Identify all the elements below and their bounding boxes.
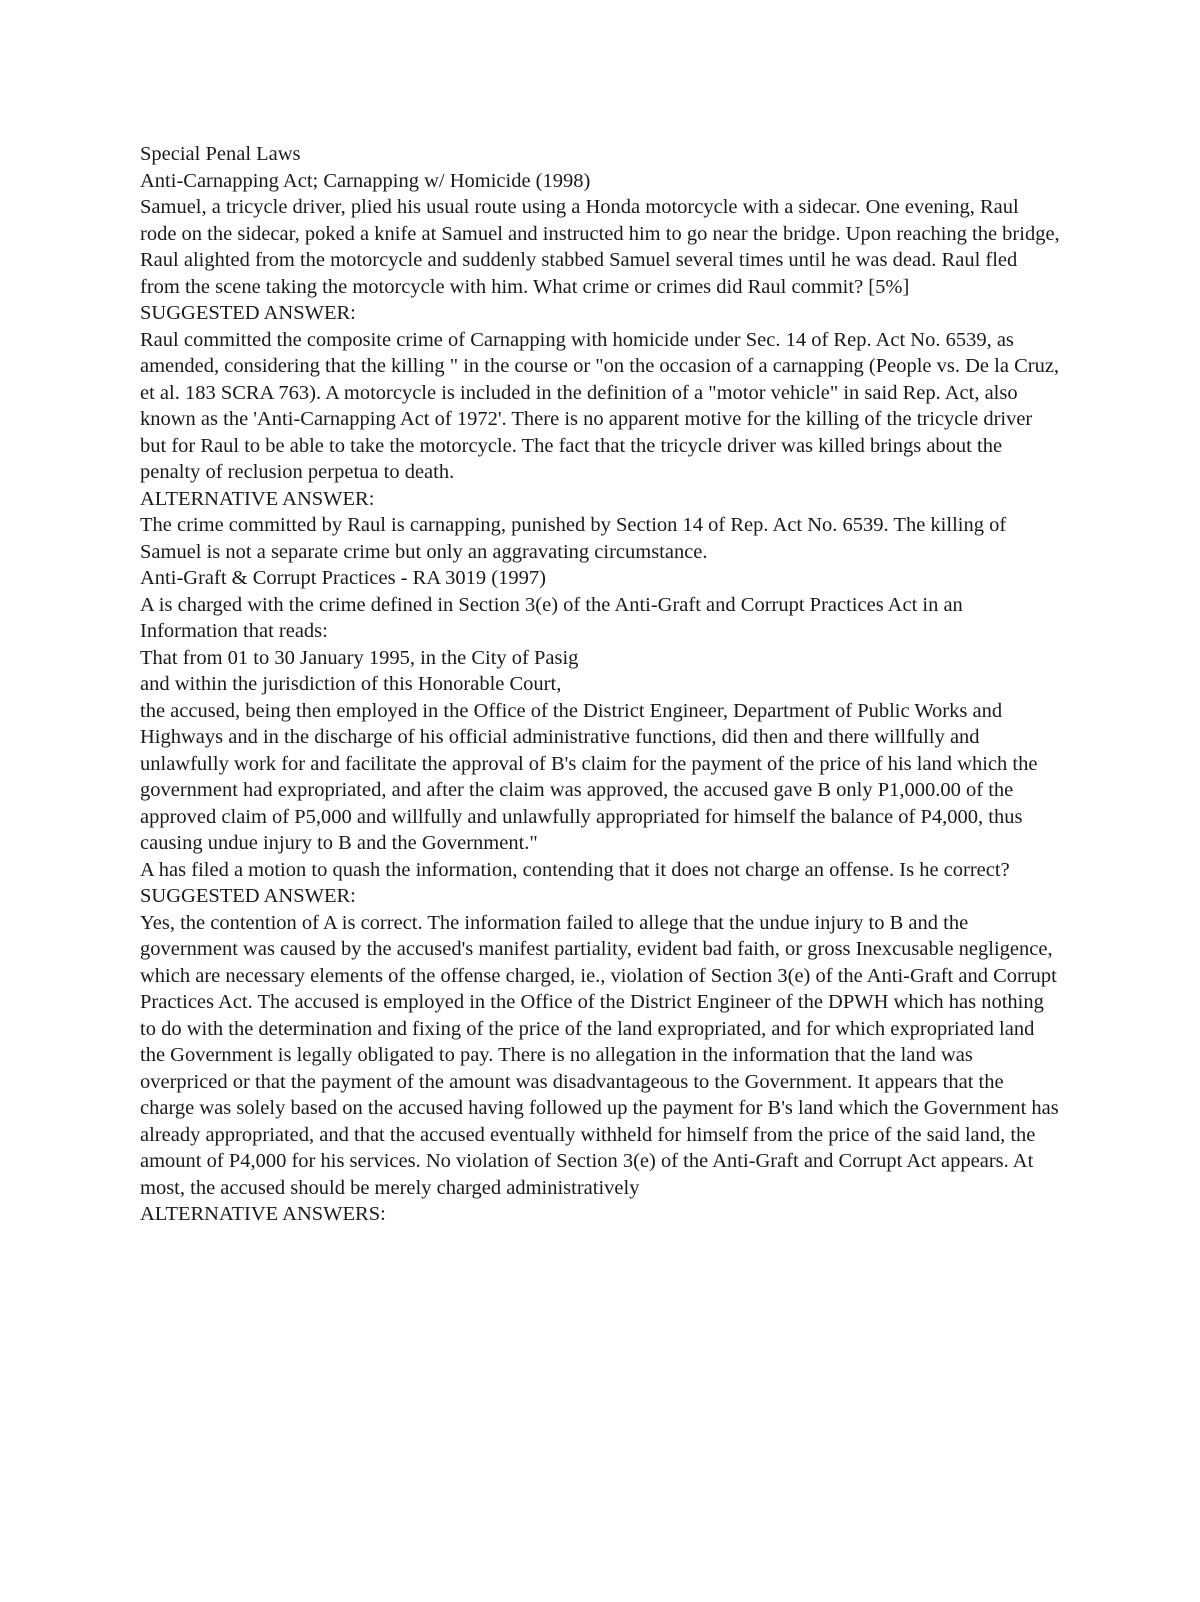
question-paragraph: A has filed a motion to quash the information, contending that it does not charge an offense. Is he correct? [140, 858, 1010, 881]
answer-paragraph: Raul committed the composite crime of Carnapping with homicide under Sec. 14 of Rep. Act No. 6539, as amended, considering that the killing " in the course or "on the occasion of a carnapping (People vs. De la Cruz, et al. 183 SCRA 763). A motorcycle is included in the definition of a "motor vehicle" in said Rep. Act, also known as the 'Anti-Carnapping Act of 1972'. There is no apparent motive for the killing of the tricycle driver but for Raul to be able to take the motorcycle. The fact that the tricycle driver was killed brings about the penalty of reclusion perpetua to death. [140, 328, 1060, 483]
alternative-answer-paragraph: The crime committed by Raul is carnapping, punished by Section 14 of Rep. Act No. 6539. The killing of Samuel is not a separate crime but only an aggravating circumstance. [140, 514, 1007, 563]
information-paragraph: the accused, being then employed in the Office of the District Engineer, Department of Public Works and Highways and in the discharge of his official administrative functions, did then and there willfully and unlawfully work for and facilitate the approval of B's claim for the payment of the price of his land which the government had expropriated, and after the claim was approved, the accused gave B only P1,000.00 of the approved claim of P5,000 and willfully and unlawfully appropriated for himself the balance of P4,000, thus causing undue injury to B and the Government." [140, 699, 1038, 854]
section-heading: Special Penal Laws [140, 143, 301, 165]
topic-heading: Anti-Graft & Corrupt Practices - RA 3019 (1997) [140, 567, 546, 589]
answer-label: SUGGESTED ANSWER: [140, 885, 356, 907]
alternative-answers-label: ALTERNATIVE ANSWERS: [140, 1203, 386, 1225]
question-paragraph: A is charged with the crime defined in Section 3(e) of the Anti-Graft and Corrupt Practices Act in an Information that reads: [140, 593, 963, 642]
answer-label: SUGGESTED ANSWER: [140, 302, 356, 324]
information-line: That from 01 to 30 January 1995, in the City of Pasig [140, 646, 579, 669]
document-body [140, 141, 1060, 1228]
topic-heading: Anti-Carnapping Act; Carnapping w/ Homicide (1998) [140, 169, 591, 192]
question-paragraph: Samuel, a tricycle driver, plied his usual route using a Honda motorcycle with a sidecar. One evening, Raul rode on the sidecar, poked a knife at Samuel and instructed him to go near the bridge. Upon reaching the bridge, Raul alighted from the motorcycle and suddenly stabbed Samuel several times until he was dead. Raul fled from the scene taking the motorcycle with him. What crime or crimes did Raul commit? [5%] [140, 196, 1060, 298]
alternative-answer-label: ALTERNATIVE ANSWER: [140, 487, 375, 510]
answer-paragraph: Yes, the contention of A is correct. The information failed to allege that the undue injury to B and the government was caused by the accused's manifest partiality, evident bad faith, or gross Inexcusable negligence, which are necessary elements of the offense charged, ie., violation of Section 3(e) of the Anti-Graft and Corrupt Practices Act. The accused is employed in the Office of the District Engineer of the DPWH which has nothing to do with the determination and fixing of the price of the land expropriated, and for which expropriated land the Government is legally obligated to pay. There is no allegation in the information that the land was overpriced or that the payment of the amount was disadvantageous to the Government. It appears that the charge was solely based on the accused having followed up the payment for B's land which the Government has already appropriated, and that the accused eventually withheld for himself from the price of the said land, the amount of P4,000 for his services. No violation of Section 3(e) of the Anti-Graft and Corrupt Act appears. At most, the accused should be merely charged administratively [140, 911, 1059, 1199]
information-line: and within the jurisdiction of this Honorable Court, [140, 673, 562, 695]
